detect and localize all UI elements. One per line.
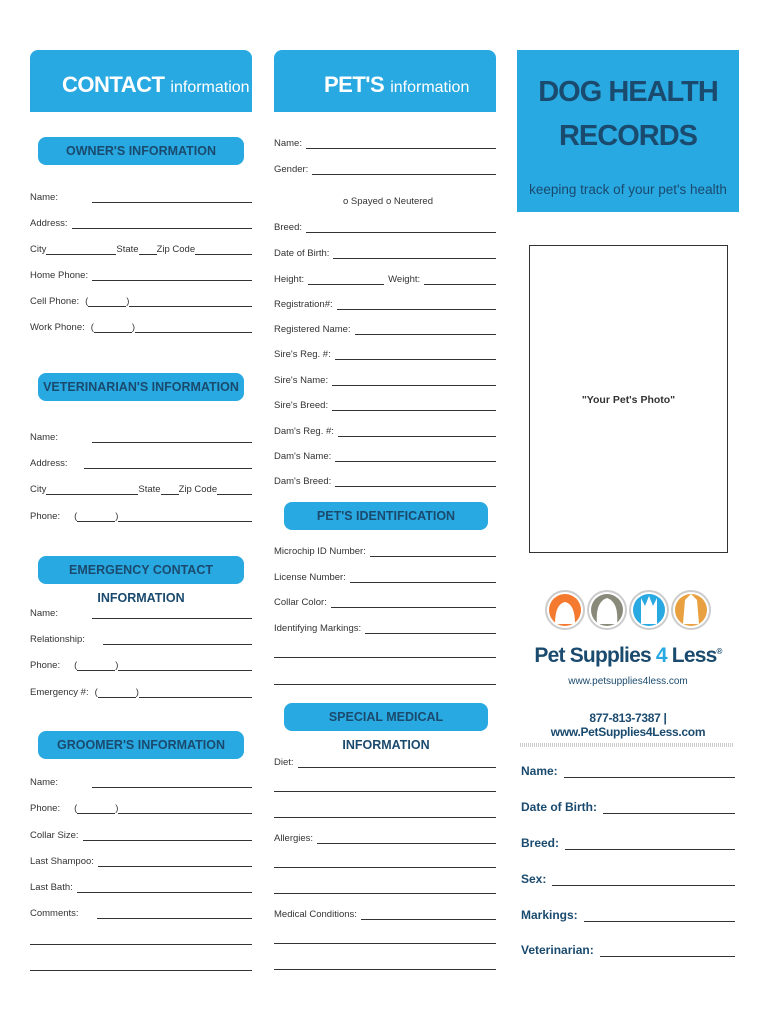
contact-header-big: CONTACT xyxy=(62,72,165,97)
groomer-heading: GROOMER'S INFORMATION xyxy=(38,731,244,759)
photo-box[interactable] xyxy=(529,245,728,553)
pet-height-weight-field[interactable]: Height: Weight: xyxy=(274,274,496,285)
owner-name-field[interactable]: Name: xyxy=(30,192,252,203)
allergies-field[interactable]: Allergies: xyxy=(274,833,496,844)
contact-header xyxy=(30,50,252,112)
pet-header xyxy=(274,50,496,112)
logo-circle-1 xyxy=(546,591,584,629)
medical-heading: SPECIAL MEDICAL INFORMATION xyxy=(284,703,488,731)
vet-name-field[interactable]: Name: xyxy=(30,432,252,443)
markings-line-2[interactable] xyxy=(274,657,496,658)
vet-address-field[interactable]: Address: xyxy=(30,458,252,469)
card-name-field[interactable]: Name: xyxy=(521,764,735,778)
diet-line-2[interactable] xyxy=(274,791,496,792)
groomer-phone-field[interactable]: Phone: ( ) xyxy=(30,803,252,814)
diet-line-3[interactable] xyxy=(274,817,496,818)
card-sex-field[interactable]: Sex: xyxy=(521,872,735,886)
neutered-option[interactable]: o Neutered xyxy=(386,196,434,207)
conditions-line-2[interactable] xyxy=(274,943,496,944)
collar-color-field[interactable]: Collar Color: xyxy=(274,597,496,608)
emergency-relationship-field[interactable]: Relationship: xyxy=(30,634,252,645)
pet-dob-field[interactable]: Date of Birth: xyxy=(274,248,496,259)
brand-url[interactable]: www.petsupplies4less.com xyxy=(568,676,688,687)
conditions-field[interactable]: Medical Conditions: xyxy=(274,909,496,920)
vet-heading: VETERINARIAN'S INFORMATION xyxy=(38,373,244,401)
groomer-comments-line-3[interactable] xyxy=(30,970,252,971)
divider xyxy=(520,743,734,747)
spayed-option[interactable]: o Spayed xyxy=(343,196,384,207)
logo-circle-3 xyxy=(630,591,668,629)
title-box xyxy=(517,50,739,212)
pet-dam-breed-field[interactable]: Dam's Breed: xyxy=(274,476,496,487)
pet-dam-name-field[interactable]: Dam's Name: xyxy=(274,451,496,462)
pet-header-big: PET'S xyxy=(324,72,385,97)
logo-circle-2 xyxy=(588,591,626,629)
card-breed-field[interactable]: Breed: xyxy=(521,836,735,850)
microchip-field[interactable]: Microchip ID Number: xyxy=(274,546,496,557)
pet-id-heading: PET'S IDENTIFICATION xyxy=(284,502,488,530)
pet-registered-name-field[interactable]: Registered Name: xyxy=(274,324,496,335)
title-line-1: DOG HEALTH xyxy=(538,76,718,108)
vet-phone-field[interactable]: Phone: ( ) xyxy=(30,511,252,522)
pet-sire-name-field[interactable]: Sire's Name: xyxy=(274,375,496,386)
groomer-comments-line-2[interactable] xyxy=(30,944,252,945)
card-dob-field[interactable]: Date of Birth: xyxy=(521,800,735,814)
pet-gender-field[interactable]: Gender: xyxy=(274,164,496,175)
contact-line[interactable]: 877-813-7387 | www.PetSupplies4Less.com xyxy=(550,711,706,739)
emergency-number-field[interactable]: Emergency #: ( ) xyxy=(30,687,252,698)
pet-header-small: information xyxy=(390,79,470,96)
owner-city-field[interactable]: City State Zip Code xyxy=(30,244,252,255)
tagline: keeping track of your pet's health xyxy=(529,182,727,197)
pet-registration-field[interactable]: Registration#: xyxy=(274,299,496,310)
emergency-phone-field[interactable]: Phone: ( ) xyxy=(30,660,252,671)
groomer-comments-field[interactable]: Comments: xyxy=(30,908,252,919)
pet-name-field[interactable]: Name: xyxy=(274,138,496,149)
photo-caption: "Your Pet's Photo" xyxy=(581,394,676,406)
pet-sire-reg-field[interactable]: Sire's Reg. #: xyxy=(274,349,496,360)
card-vet-field[interactable]: Veterinarian: xyxy=(521,943,735,957)
conditions-line-3[interactable] xyxy=(274,969,496,970)
owner-heading: OWNER'S INFORMATION xyxy=(38,137,244,165)
groomer-collar-size-field[interactable]: Collar Size: xyxy=(30,830,252,841)
owner-cell-phone-field[interactable]: Cell Phone: ( ) xyxy=(30,296,252,307)
allergies-line-2[interactable] xyxy=(274,867,496,868)
groomer-last-bath-field[interactable]: Last Bath: xyxy=(30,882,252,893)
pet-sire-breed-field[interactable]: Sire's Breed: xyxy=(274,400,496,411)
allergies-line-3[interactable] xyxy=(274,893,496,894)
owner-address-field[interactable]: Address: xyxy=(30,218,252,229)
title-line-2: RECORDS xyxy=(558,120,697,152)
markings-line-3[interactable] xyxy=(274,684,496,685)
logo-circle-4 xyxy=(672,591,710,629)
brand-logo xyxy=(545,576,711,642)
vet-city-field[interactable]: City State Zip Code xyxy=(30,484,252,495)
groomer-name-field[interactable]: Name: xyxy=(30,777,252,788)
owner-work-phone-field[interactable]: Work Phone: ( ) xyxy=(30,322,252,333)
owner-home-phone-field[interactable]: Home Phone: xyxy=(30,270,252,281)
license-field[interactable]: License Number: xyxy=(274,572,496,583)
contact-header-small: information xyxy=(170,79,250,96)
brand-name: Pet Supplies 4 Less® xyxy=(534,644,722,667)
markings-field[interactable]: Identifying Markings: xyxy=(274,623,496,634)
emergency-name-field[interactable]: Name: xyxy=(30,608,252,619)
diet-field[interactable]: Diet: xyxy=(274,757,496,768)
pet-breed-field[interactable]: Breed: xyxy=(274,222,496,233)
groomer-last-shampoo-field[interactable]: Last Shampoo: xyxy=(30,856,252,867)
pet-dam-reg-field[interactable]: Dam's Reg. #: xyxy=(274,426,496,437)
emergency-heading: EMERGENCY CONTACT INFORMATION xyxy=(38,556,244,584)
card-markings-field[interactable]: Markings: xyxy=(521,908,735,922)
